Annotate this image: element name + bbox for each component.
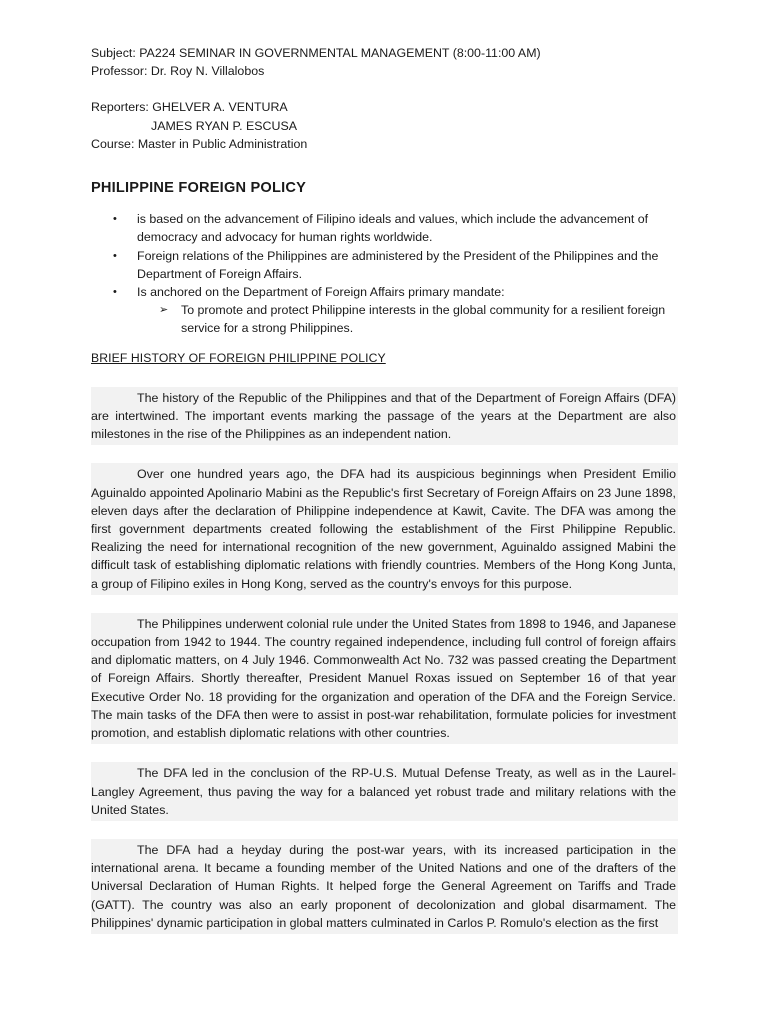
reporter-two-line [91, 117, 678, 135]
policy-bullet-list [91, 210, 678, 301]
bullet-icon: • [113, 213, 117, 226]
history-paragraph: The DFA had a heyday during the post-war years, with its increased participation in the international arena. It became a founding member of the United Nations and one of the drafters of the Universal Declaration of Human Rights. It helped forge the General Agreement on Tariffs and Trade (GATT). The country was also an early proponent of decolonization and global disarmament. The Philippines' dynamic participation in global matters culminated in Carlos P. Romulo's election as the first [91, 839, 678, 934]
history-heading: BRIEF HISTORY OF FOREIGN PHILIPPINE POLICY [91, 350, 386, 365]
course-line: Course: Master in Public Administration [91, 136, 308, 151]
bullet-text: Foreign relations of the Philippines are administered by the President of the Philippines and the Department of Foreign Affairs. [137, 248, 659, 281]
policy-bullet-item [91, 283, 678, 301]
document-header [91, 44, 678, 153]
sub-bullet-text: To promote and protect Philippine interests in the global community for a resilient foreign service for a strong Philippines. [181, 303, 666, 336]
history-paragraph: The history of the Republic of the Philippines and that of the Department of Foreign Affairs (DFA) are intertwined. The important events marking the passage of the years at the Department are also milestones in the rise of the Philippines as an independent nation. [91, 387, 678, 446]
bullet-text: Is anchored on the Department of Foreign Affairs primary mandate: [137, 285, 505, 300]
section-title: PHILIPPINE FOREIGN POLICY [91, 180, 307, 197]
bullet-text: is based on the advancement of Filipino ideals and values, which include the advancement of democracy and advocacy for human rights worldwide. [137, 212, 649, 245]
bullet-icon: • [113, 249, 117, 262]
reporter-two-name: JAMES RYAN P. ESCUSA [151, 118, 297, 133]
policy-bullet-item [91, 247, 678, 283]
mandate-sub-list [91, 301, 678, 337]
policy-bullet-item [91, 210, 678, 246]
document-content [91, 44, 678, 934]
bullet-icon: • [113, 286, 117, 299]
history-paragraph: The DFA led in the conclusion of the RP-U.S. Mutual Defense Treaty, as well as in the Laurel-Langley Agreement, thus paving the way for a balanced yet robust trade and military relations with the United States. [91, 762, 678, 821]
header-spacer [91, 80, 678, 98]
mandate-sub-item [91, 301, 678, 337]
professor-line: Professor: Dr. Roy N. Villalobos [91, 64, 265, 79]
arrow-bullet-icon: ➢ [159, 304, 169, 317]
subject-line: Subject: PA224 SEMINAR IN GOVERNMENTAL MANAGEMENT (8:00-11:00 AM) [91, 46, 541, 60]
reporters-line: Reporters: GHELVER A. VENTURA [91, 100, 288, 115]
history-paragraph: Over one hundred years ago, the DFA had its auspicious beginnings when President Emilio Aguinaldo appointed Apolinario Mabini as the Republic's first Secretary of Foreign Affairs on 23 June 1898, eleven days after the declaration of Philippine independence at Kawit, Cavite. The DFA was among the first government departments created following the establishment of the First Philippine Republic. Realizing the need for international recognition of the new government, Aguinaldo assigned Mabini the difficult task of establishing diplomatic relations with friendly countries. Members of the Hong Kong Junta, a group of Filipino exiles in Hong Kong, served as the country's envoys for this purpose. [91, 463, 678, 594]
history-paragraph: The Philippines underwent colonial rule under the United States from 1898 to 1946, and Japanese occupation from 1942 to 1944. The country regained independence, including full control of foreign affairs and diplomatic matters, on 4 July 1946. Commonwealth Act No. 732 was passed creating the Department of Foreign Affairs. Shortly thereafter, President Manuel Roxas issued on September 16 of that year Executive Order No. 18 providing for the organization and operation of the DFA and the Foreign Service. The main tasks of the DFA then were to assist in post-war rehabilitation, formulate policies for investment promotion, and establish diplomatic relations with other countries. [91, 613, 678, 744]
